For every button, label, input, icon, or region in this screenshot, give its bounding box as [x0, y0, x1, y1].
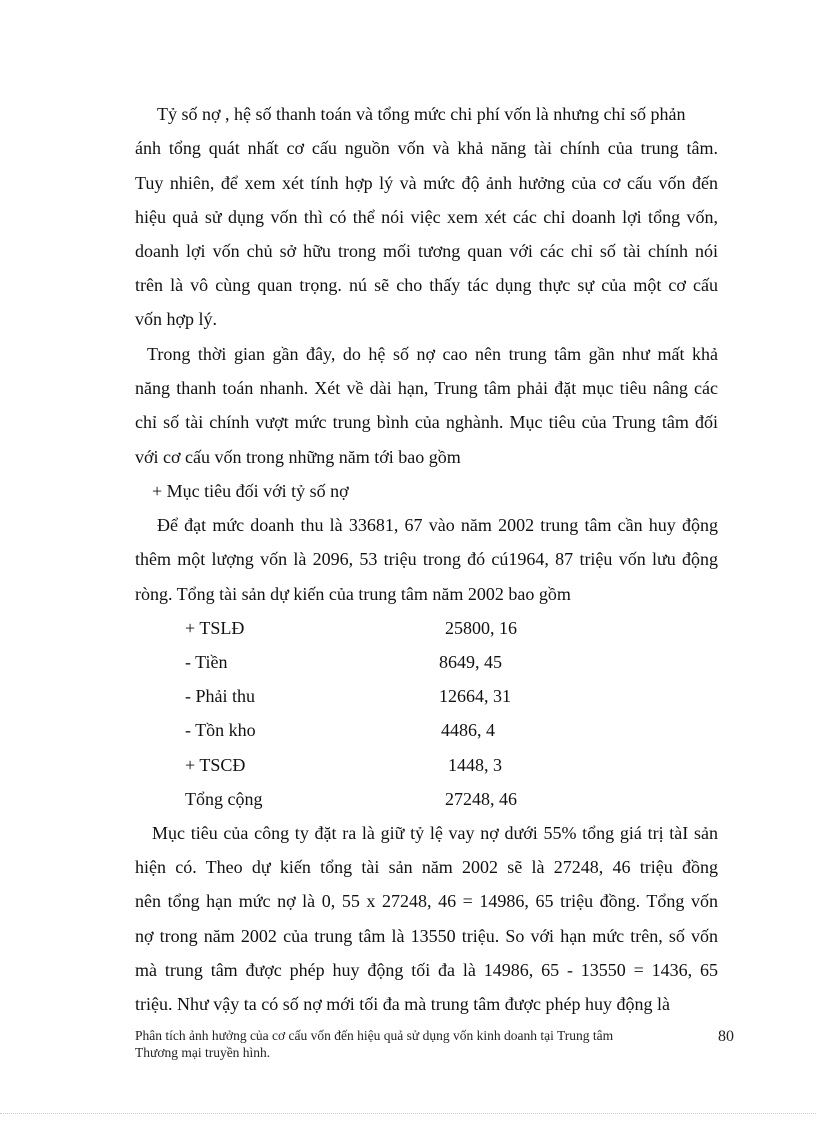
text-line: hiện có. Theo dự kiến tổng tài sản năm 2002 sẽ là 27248, 46 triệu đồng: [135, 857, 718, 877]
table-row-value: 12664, 31: [439, 686, 511, 706]
text-line: triệu. Như vậy ta có số nợ mới tối đa mà trung tâm được phép huy động là: [135, 994, 670, 1014]
text-line: Để đạt mức doanh thu là 33681, 67 vào năm 2002 trung tâm cần huy động: [157, 515, 718, 535]
text-line: vốn hợp lý.: [135, 309, 218, 329]
text-line: ròng. Tổng tài sản dự kiến của trung tâm năm 2002 bao gồm: [135, 584, 571, 604]
table-row-label: - Tồn kho: [185, 720, 256, 740]
table-row-value: 8649, 45: [439, 652, 502, 672]
text-line: nên tổng hạn mức nợ là 0, 55 x 27248, 46 = 14986, 65 triệu đồng. Tổng vốn: [135, 891, 718, 911]
text-line: Tỷ số nợ , hệ số thanh toán và tổng mức chi phí vốn là nhưng chỉ số phản: [157, 104, 686, 124]
text-line: năng thanh toán nhanh. Xét về dài hạn, Trung tâm phải đặt mục tiêu nâng các: [135, 378, 718, 398]
table-row-value: 27248, 46: [445, 789, 517, 809]
table-row-label: - Tiền: [185, 652, 228, 672]
footer-line: Thương mại truyền hình.: [135, 1045, 271, 1060]
text-line: trên là vô cùng quan trọng. nú sẽ cho thấy tác dụng thực sự của một cơ cấu: [135, 275, 718, 295]
text-line: doanh lợi vốn chủ sở hữu trong mối tương quan với các chỉ số tài chính nói: [135, 241, 718, 261]
table-row-label: - Phải thu: [185, 686, 255, 706]
text-line: Mục tiêu của công ty đặt ra là giữ tỷ lệ vay nợ dưới 55% tổng giá trị tàI sản: [152, 823, 718, 843]
table-row-label: + TSLĐ: [185, 618, 245, 638]
page-divider: [0, 1113, 816, 1114]
table-row-value: 25800, 16: [445, 618, 517, 638]
page-number: 80: [718, 1028, 734, 1045]
section-heading: + Mục tiêu đối với tỷ số nợ: [152, 481, 349, 501]
text-line: Tuy nhiên, để xem xét tính hợp lý và mức độ ảnh hưởng của cơ cấu vốn đến: [135, 173, 718, 193]
text-line: với cơ cấu vốn trong những năm tới bao gồm: [135, 447, 461, 467]
page-footer: [135, 1027, 695, 1061]
text-line: chỉ số tài chính vượt mức trung bình của nghành. Mục tiêu của Trung tâm đối: [135, 412, 718, 432]
text-line: hiệu quả sử dụng vốn thì có thể nói việc xem xét các chỉ doanh lợi tổng vốn,: [135, 207, 718, 227]
table-row-label: + TSCĐ: [185, 755, 246, 775]
table-row-value: 1448, 3: [448, 755, 502, 775]
text-line: Trong thời gian gần đây, do hệ số nợ cao nên trung tâm gần như mất khả: [147, 344, 718, 364]
table-row-value: 4486, 4: [441, 720, 495, 740]
table-row-label: Tổng cộng: [185, 789, 263, 809]
footer-line: Phân tích ảnh hưởng của cơ cấu vốn đến hiệu quả sử dụng vốn kinh doanh tại Trung tâm: [135, 1028, 614, 1043]
text-line: ánh tổng quát nhất cơ cấu nguồn vốn và khả năng tài chính của trung tâm.: [135, 138, 718, 158]
text-line: mà trung tâm được phép huy động tối đa là 14986, 65 - 13550 = 1436, 65: [135, 960, 718, 980]
text-line: nợ trong năm 2002 của trung tâm là 13550 triệu. So với hạn mức trên, số vốn: [135, 926, 718, 946]
text-line: thêm một lượng vốn là 2096, 53 triệu trong đó cú1964, 87 triệu vốn lưu động: [135, 549, 718, 569]
